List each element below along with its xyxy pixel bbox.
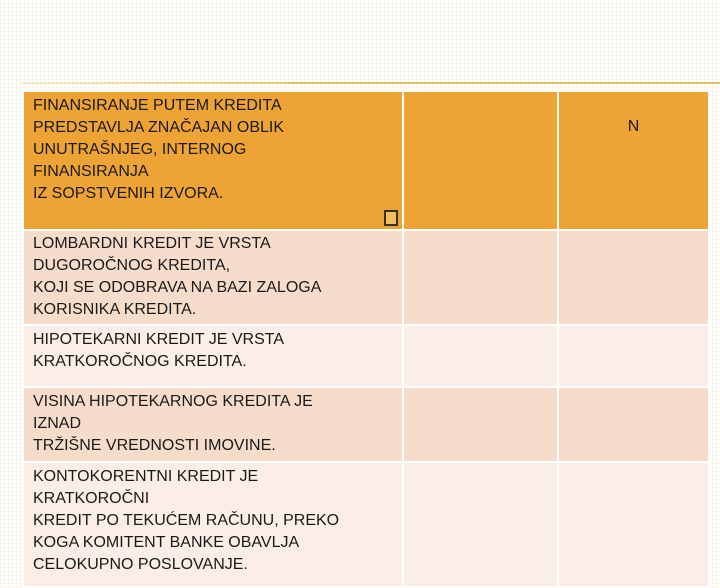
answer-cell xyxy=(403,230,558,325)
header-n-label: N xyxy=(558,91,709,230)
answer-cell xyxy=(558,325,709,387)
statement-cell xyxy=(23,230,403,325)
statement-line: KREDIT PO TEKUĆEM RAČUNU, PREKO xyxy=(33,512,340,529)
statement-line: CELOKUPNO POSLOVANJE. xyxy=(33,556,248,573)
statement-line: HIPOTEKARNI KREDIT JE VRSTA xyxy=(33,331,285,348)
placeholder-glyph-icon xyxy=(384,210,398,226)
statement-line: KRATKOROČNI xyxy=(33,490,150,507)
statement-line: FINANSIRANJA xyxy=(33,163,149,180)
statement-line: VISINA HIPOTEKARNOG KREDITA JE xyxy=(33,393,313,410)
statement-cell xyxy=(23,462,403,587)
statement-cell xyxy=(23,387,403,462)
statement-line: KOGA KOMITENT BANKE OBAVLJA xyxy=(33,534,300,551)
statement-line: TRŽIŠNE VREDNOSTI IMOVINE. xyxy=(33,437,276,454)
statement-cell xyxy=(23,325,403,387)
statement-line: LOMBARDNI KREDIT JE VRSTA xyxy=(33,235,271,252)
table-row xyxy=(23,462,709,587)
quiz-table xyxy=(22,90,710,588)
table-row xyxy=(23,230,709,325)
table-row xyxy=(23,325,709,387)
answer-cell xyxy=(558,230,709,325)
header-statement-cell xyxy=(23,91,403,230)
statement-line: KONTOKORENTNI KREDIT JE xyxy=(33,468,259,485)
statement-line: KRATKOROČNOG KREDITA. xyxy=(33,353,247,370)
header-answer-cell xyxy=(403,91,558,230)
top-rule xyxy=(22,82,720,84)
answer-cell xyxy=(558,387,709,462)
table-header-row xyxy=(23,91,709,230)
answer-cell xyxy=(558,462,709,587)
table-row xyxy=(23,387,709,462)
statement-line: PREDSTAVLJA ZNAČAJAN OBLIK xyxy=(33,119,285,136)
statement-line: UNUTRAŠNJEG, INTERNOG xyxy=(33,141,247,158)
statement-line: KOJI SE ODOBRAVA NA BAZI ZALOGA xyxy=(33,279,322,296)
statement-line: KORISNIKA KREDITA. xyxy=(33,301,197,318)
statement-line: FINANSIRANJE PUTEM KREDITA xyxy=(33,97,282,114)
statement-line: IZNAD xyxy=(33,415,81,432)
answer-cell xyxy=(403,325,558,387)
statement-line: IZ SOPSTVENIH IZVORA. xyxy=(33,185,224,202)
statement-line: DUGOROČNOG KREDITA, xyxy=(33,257,231,274)
answer-cell xyxy=(403,387,558,462)
answer-cell xyxy=(403,462,558,587)
